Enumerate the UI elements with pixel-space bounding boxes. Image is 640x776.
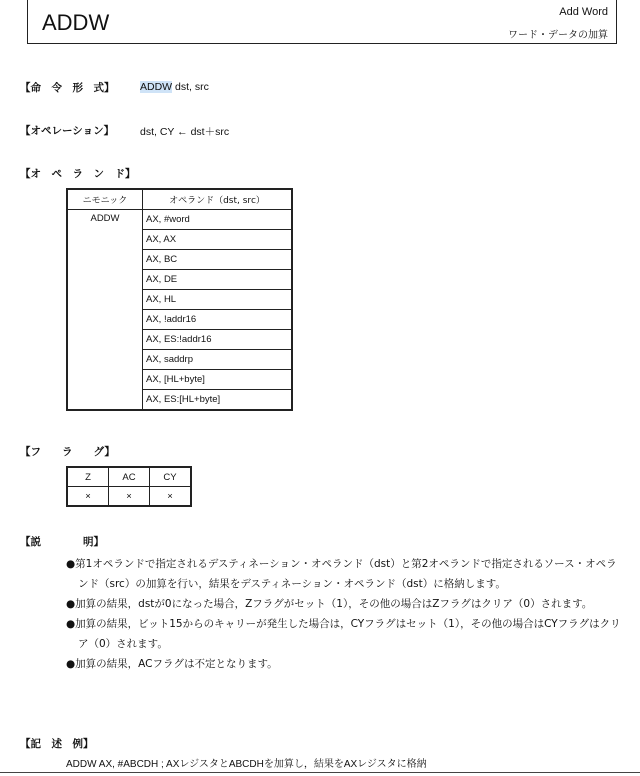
flag-label: 【フ ラ グ】 — [20, 446, 115, 458]
format-mnemonic: ADDW — [140, 81, 173, 93]
format-text — [140, 81, 209, 93]
format-args: dst, src — [172, 81, 209, 93]
header-box — [27, 0, 617, 44]
description-item: ●加算の結果，ビット15からのキャリーが発生した場合は，CYフラグはセット（1），その他の場合はCYフラグはクリア（0）されます。 — [66, 618, 621, 650]
bottom-rule — [0, 772, 640, 773]
operation-text: dst, CY ← dst＋src — [140, 126, 230, 138]
operand-cell: AX, BC — [143, 250, 293, 270]
operand-cell: AX, !addr16 — [143, 310, 293, 330]
operand-header-mnemonic: ニモニック — [67, 189, 143, 210]
flag-table — [66, 466, 192, 507]
example-label: 【記 述 例】 — [20, 738, 94, 750]
operand-label: 【オ ペ ラ ン ド】 — [20, 168, 136, 180]
flag-header-ac: AC — [109, 467, 150, 487]
description-body — [66, 554, 626, 674]
operand-header-operands: オペランド（dst, src） — [143, 189, 293, 210]
operand-cell: AX, [HL+byte] — [143, 370, 293, 390]
instruction-title: ADDW — [42, 10, 110, 35]
description-item: ●加算の結果，ACフラグは不定となります。 — [66, 658, 278, 670]
operand-cell: AX, DE — [143, 270, 293, 290]
flag-value-ac: × — [109, 487, 150, 507]
flag-value-cy: × — [150, 487, 192, 507]
format-label: 【命 令 形 式】 — [20, 82, 115, 94]
description-item: ●第1オペランドで指定されるデスティネーション・オペランド（dst）と第2オペランドで指定されるソース・オペランド（src）の加算を行い，結果をデスティネーション・オペランド（dst）に格納します。 — [66, 558, 617, 590]
operand-cell: AX, HL — [143, 290, 293, 310]
operand-cell: AX, ES:!addr16 — [143, 330, 293, 350]
flag-header-z: Z — [67, 467, 109, 487]
flag-value-z: × — [67, 487, 109, 507]
operand-mnemonic-cell: ADDW — [67, 210, 143, 411]
flag-header-cy: CY — [150, 467, 192, 487]
operand-header-row — [67, 189, 292, 210]
operand-cell: AX, #word — [143, 210, 293, 230]
description-item: ●加算の結果，dstが0になった場合，Zフラグがセット（1），その他の場合はZフラグはクリア（0）されます。 — [66, 598, 593, 610]
operand-cell: AX, AX — [143, 230, 293, 250]
operand-cell: AX, ES:[HL+byte] — [143, 390, 293, 411]
flag-value-row — [67, 487, 191, 507]
description-label: 【説 明】 — [20, 536, 104, 548]
table-row — [67, 210, 292, 230]
instruction-english-name: Add Word — [559, 6, 608, 18]
instruction-japanese-name: ワード・データの加算 — [508, 30, 608, 41]
example-text: ADDW AX, #ABCDH ; AXレジスタとABCDHを加算し，結果をAXレジスタに格納 — [66, 759, 427, 770]
flag-header-row — [67, 467, 191, 487]
operand-cell: AX, saddrp — [143, 350, 293, 370]
operand-table — [66, 188, 293, 411]
operation-label: 【オペレーション】 — [20, 125, 115, 137]
